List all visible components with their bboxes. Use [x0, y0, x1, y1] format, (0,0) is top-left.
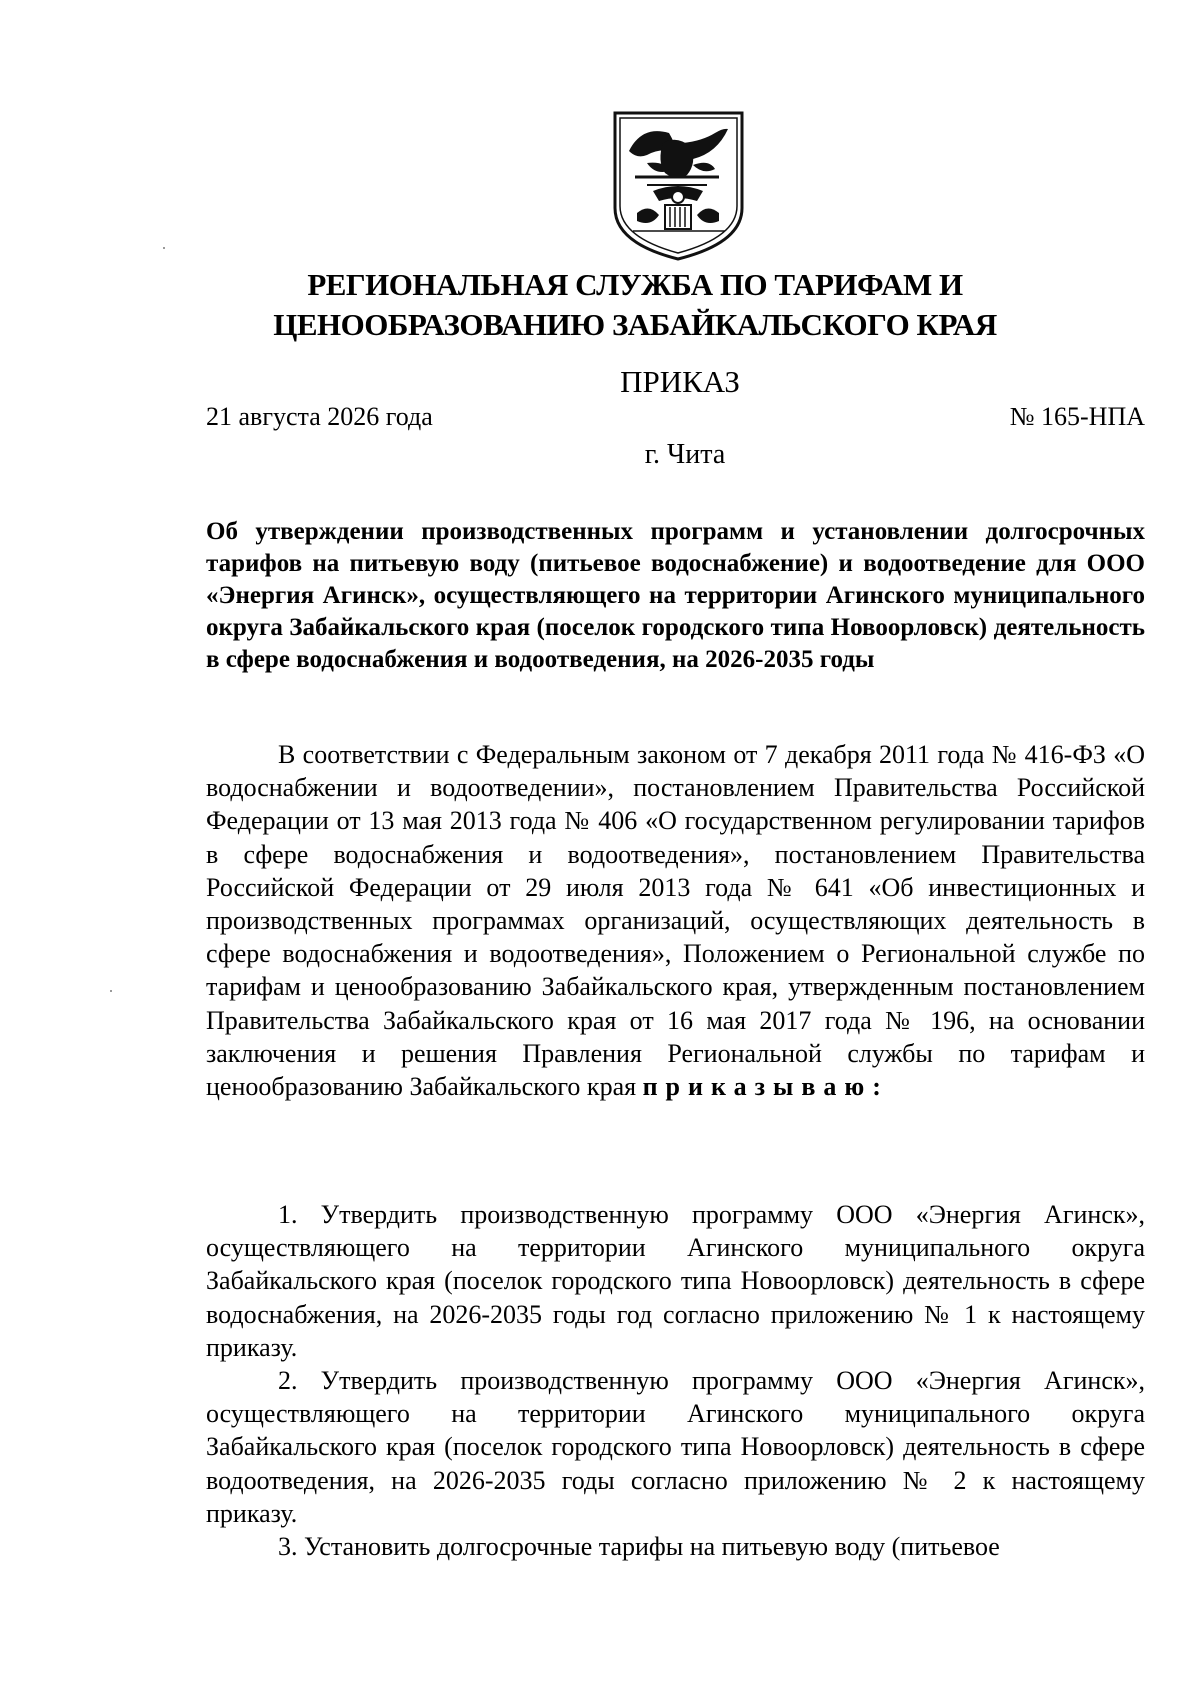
document-subject: Об утверждении производственных программ и установлении долгосрочных тарифов на питьевую воду (питьевое водоснабжение) и водоотведение для ООО «Энергия Агинск», осуществляющего на территории Агинского муниципального округа Забайкальского края (поселок городского типа Новоорловск) деятельность в сфере водоснабжения и водоотведения, на 2026-2035 годы: [206, 518, 1145, 673]
document-number: № 165-НПА: [1009, 402, 1145, 431]
organization-title: [250, 265, 1020, 345]
preamble-basis: В соответствии с Федеральным законом от 7 декабря 2011 года № 416-ФЗ «О водоснабжении и водоотведении», постановлением Правительства Российской Федерации от 13 мая 2013 года № 406 «О государственном регулировании тарифов в сфере водоснабжения и водоотведения», постановлением Правительства Российской Федерации от 29 июля 2013 года № 641 «Об инвестиционных и производственных программах организаций, осуществляющих деятельность в сфере водоснабжения и водоотведения», Положением о Региональной службе по тарифам и ценообразованию Забайкальского края, утвержденным постановлением Правительства Забайкальского края от 16 мая 2017 года № 196, на основании заключения и решения Правления Региональной службы по тарифам и ценообразованию Забайкальского края: [206, 740, 1145, 1102]
preamble: [206, 738, 1145, 1103]
document-date: 21 августа 2026 года: [206, 402, 433, 431]
order-item-1: 1. Утвердить производственную программу ООО «Энергия Агинск», осуществляющего на территории Агинского муниципального округа Забайкальского края (поселок городского типа Новоорловск) деятельность в сфере водоснабжения, на 2026-2035 годы год согласно приложению № 1 к настоящему приказу.: [206, 1200, 1145, 1362]
order-items: [206, 1198, 1145, 1563]
scan-artifact: [163, 247, 165, 249]
organization-title-line-2: ЦЕНООБРАЗОВАНИЮ ЗАБАЙКАЛЬСКОГО КРАЯ: [273, 307, 997, 342]
order-word: приказываю:: [642, 1072, 889, 1102]
scan-artifact: [110, 990, 112, 992]
document-city: г. Чита: [644, 439, 726, 470]
order-item-3: 3. Установить долгосрочные тарифы на питьевую воду (питьевое: [278, 1532, 1000, 1562]
coat-of-arms-icon: [607, 103, 750, 263]
preamble-text: [206, 738, 1145, 1103]
organization-title-line-1: РЕГИОНАЛЬНАЯ СЛУЖБА ПО ТАРИФАМ И: [307, 267, 963, 302]
order-item-2: 2. Утвердить производственную программу ООО «Энергия Агинск», осуществляющего на территории Агинского муниципального округа Забайкальского края (поселок городского типа Новоорловск) деятельность в сфере водоотведения, на 2026-2035 годы согласно приложению № 2 к настоящему приказу.: [206, 1366, 1145, 1528]
document-type: ПРИКАЗ: [620, 364, 740, 399]
